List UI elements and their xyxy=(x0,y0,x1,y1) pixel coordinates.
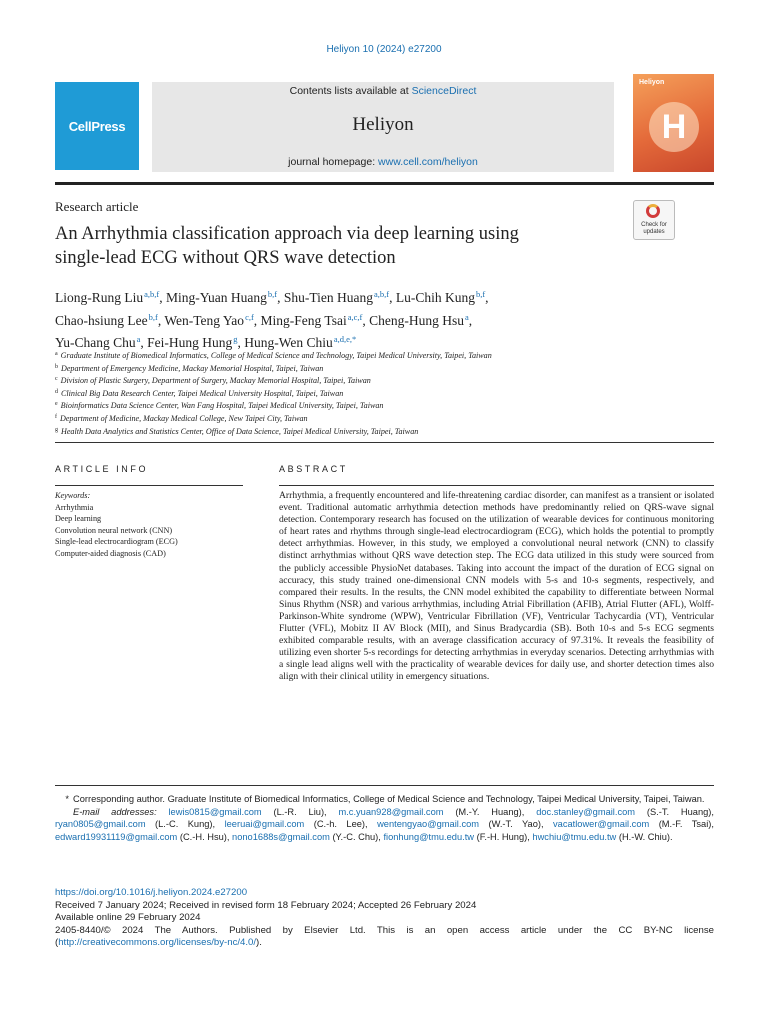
affiliation-item: $^f$ Department of Medicine, Mackay Medical College, New Taipei City, Taiwan xyxy=(55,413,308,423)
keyword-item: Single-lead electrocardiogram (ECG) xyxy=(55,537,178,547)
corresponding-author-footnote xyxy=(55,793,714,843)
available-online: Available online 29 February 2024 xyxy=(55,912,201,924)
email-link[interactable]: nono1688s@gmail.com xyxy=(232,831,330,842)
cellpress-logo-text: CellPress xyxy=(68,118,126,134)
journal-cover-image[interactable] xyxy=(633,74,714,172)
email-link[interactable]: fionhung@tmu.edu.tw xyxy=(383,831,475,842)
keyword-item: Deep learning xyxy=(55,514,102,524)
keyword-item: Arrhythmia xyxy=(55,502,94,512)
license-statement: 2405-8440/© 2024 The Authors. Published by Elsevier Ltd. This is an open access article under the CC BY-NC license (http://creativecommons.org/licenses/by-nc/4.0/). xyxy=(55,924,714,949)
affiliation-item: $^g$ Health Data Analytics and Statistics Center, Office of Data Science, Taipei Medical University, Taipei, Taiwan xyxy=(55,426,419,436)
author-name[interactable]: Hung-Wen Chiu xyxy=(244,335,333,350)
article-info-divider xyxy=(55,485,243,486)
author-name[interactable]: Lu-Chih Kung xyxy=(395,290,475,305)
email-link[interactable]: ryan0805@gmail.com xyxy=(55,819,146,830)
license-link[interactable]: http://creativecommons.org/licenses/by-nc/4.0/ xyxy=(58,937,257,949)
journal-reference[interactable]: Heliyon 10 (2024) e27200 xyxy=(326,44,442,55)
article-type: Research article xyxy=(55,199,139,214)
affiliation-divider xyxy=(55,442,714,443)
cover-letter: H xyxy=(661,108,687,146)
keywords-section xyxy=(55,490,245,560)
received-dates: Received 7 January 2024; Received in revised form 18 February 2024; Accepted 26 February 2024 xyxy=(55,899,477,911)
author-name[interactable]: Cheng-Hung Hsu xyxy=(369,312,464,328)
keyword-item: Computer-aided diagnosis (CAD) xyxy=(55,548,166,558)
doi-link[interactable]: https://doi.org/10.1016/j.heliyon.2024.e27200 xyxy=(55,887,248,898)
email-link[interactable]: lewis0815@gmail.com xyxy=(168,806,262,817)
author-name[interactable]: Shu-Tien Huang xyxy=(283,290,373,305)
author-affiliation[interactable]: b,f xyxy=(267,289,278,299)
author-name[interactable]: Fei-Hung Hung xyxy=(147,335,233,350)
email-link[interactable]: doc.stanley@gmail.com xyxy=(536,806,636,817)
email-link[interactable]: hwchiu@tmu.edu.tw xyxy=(532,831,617,842)
header-divider xyxy=(55,182,714,185)
check-updates-icon xyxy=(646,204,660,218)
author-line-1: Liong-Rung Liu$^{a,b,f}$, Ming-Yuan Huang$^{b,f}$, Shu-Tien Huang$^{a,b,f}$, Lu-Chih Kung$^{b,f}$, xyxy=(55,289,489,305)
author-affiliation[interactable]: b,f xyxy=(148,311,158,322)
affiliation-item: $^b$ Department of Emergency Medicine, Mackay Memorial Hospital, Taipei, Taiwan xyxy=(55,363,324,373)
affiliation-item: $^d$ Clinical Big Data Research Center, Taipei Medical University Hospital, Taipei, Taiwan xyxy=(55,388,344,398)
author-affiliation[interactable]: c,f xyxy=(245,311,254,322)
journal-masthead xyxy=(152,82,614,172)
author-list xyxy=(55,285,675,353)
author-name[interactable]: Ming-Yuan Huang xyxy=(165,290,267,305)
affiliation-item: $^e$ Bioinformatics Data Science Center, Wan Fang Hospital, Taipei Medical University, Taipei, Taiwan xyxy=(55,401,384,411)
publication-info xyxy=(55,887,714,950)
homepage-link[interactable]: www.cell.com/heliyon xyxy=(378,156,478,168)
keyword-item: Convolution neural network (CNN) xyxy=(55,525,173,535)
email-label: E-mail addresses: xyxy=(73,806,157,817)
title-line-2: single-lead ECG without QRS wave detection xyxy=(55,248,396,268)
author-affiliation[interactable]: a xyxy=(136,334,141,344)
affiliation-list xyxy=(55,349,695,437)
check-for-updates-badge[interactable] xyxy=(633,200,675,240)
homepage-line xyxy=(152,156,614,168)
affiliation-item: $^a$ Graduate Institute of Biomedical Informatics, College of Medical Science and Technology, Taipei Medical University, Taipei, Taiwan xyxy=(55,351,492,360)
author-affiliation[interactable]: a,b,f xyxy=(373,289,390,299)
article-title xyxy=(55,222,615,270)
footnote-divider xyxy=(55,785,714,786)
author-name[interactable]: Ming-Feng Tsai xyxy=(260,312,347,328)
author-name[interactable]: Wen-Teng Yao xyxy=(164,312,245,328)
author-affiliation[interactable]: g xyxy=(233,334,238,344)
email-link[interactable]: vacatlower@gmail.com xyxy=(553,819,650,830)
title-line-1: An Arrhythmia classification approach via deep learning using xyxy=(55,224,519,244)
email-list: E-mail addresses: lewis0815@gmail.com (L.-R. Liu), m.c.yuan928@gmail.com (M.-Y. Huang), doc.stanley@gmail.com (S.-T. Huang), ryan0805@gmail.com (L.-C. Kung), leeruai@gmail.com (C.-h. Lee), wentengyao@gmail.com (W.-T. Yao), vacatlower@gmail.com (M.-F. Tsai), edward19931119@gmail.com (C.-H. Hsu), nono1688s@gmail.com (Y.-C. Chu), fionhung@tmu.edu.tw (F.-H. Hung), hwchiu@tmu.edu.tw (H.-W. Chiu). xyxy=(55,806,714,842)
author-affiliation[interactable]: a,b,f xyxy=(144,289,160,299)
cellpress-logo[interactable] xyxy=(55,82,139,170)
contents-prefix: Contents lists available at xyxy=(289,85,412,97)
abstract-text: Arrhythmia, a frequently encountered and life-threatening cardiac disorder, can manifest as a transient or isolated event. Traditional automatic arrhythmia detection methods have predominantly relied on QRS-wave signal detection. Contemporary research has focused on the utilization of wearable devices for continuous monitoring of heart rates and rhythms through single-lead electrocardiogram (ECG), which holds the potential to promptly detect arrhythmias. However, in this study, we employed a convolutional neural network (CNN) to classify distinct arrhythmias without QRS wave detection step. The ECG data utilized in this study were sourced from the publicly accessible PhysioNet databases. Taking into account the impact of the duration of ECG signal on accuracy, this study trained one-dimensional CNN models with 5-s and 10-s segments, respectively, and compared their results. In the results, the CNN model exhibited the capability to differentiate between Normal Sinus Rhythm (NSR) and various arrhythmias, including Atrial Fibrillation (AFIB), Atrial Flutter (AFL), Wolff-Parkinson-White syndrome (WPW), Ventricular Fibrillation (VF), Ventricular Tachycardia (VT), Ventricular Flutter (VFL), Mobitz II AV Block (MII), and Sinus Bradycardia (SB). Both 10-s and 5-s ECG segments exhibited comparable results, with an average classification accuracy of 97.31%. It reveals the feasibility of utilizing even shorter 5-s recordings for detecting arrhythmias in everyday scenarios. Detecting arrhythmias with a single lead aligns well with the practicality of wearable devices for daily use, and shorter detection times also align with their clinical utility in emergency situations. xyxy=(279,490,714,683)
check-updates-label: Check for updates xyxy=(641,222,667,235)
article-info-heading: ARTICLE INFO xyxy=(55,464,149,474)
journal-name: Heliyon xyxy=(352,114,414,135)
sciencedirect-link[interactable]: ScienceDirect xyxy=(411,85,477,97)
author-line-2: Chao-hsiung Lee$^{b,f}$, Wen-Teng Yao$^{c,f}$, Ming-Feng Tsai$^{a,c,f}$, Cheng-Hung Hsu$^a$, xyxy=(55,311,473,328)
email-link[interactable]: edward19931119@gmail.com xyxy=(55,831,178,842)
affiliation-item: $^c$ Division of Plastic Surgery, Department of Surgery, Mackay Memorial Hospital, Taipei, Taiwan xyxy=(55,376,371,386)
author-affiliation[interactable]: b,f xyxy=(475,289,486,299)
abstract-heading: ABSTRACT xyxy=(279,464,348,474)
author-line-3: Yu-Chang Chu$^a$, Fei-Hung Hung$^g$, Hung-Wen Chiu$^{a,d,e,*}$ xyxy=(55,334,357,350)
cover-title: Heliyon xyxy=(639,79,665,86)
keywords-label: Keywords: xyxy=(55,491,91,500)
author-affiliation[interactable]: a,d,e,* xyxy=(333,334,357,344)
homepage-prefix: journal homepage: xyxy=(288,156,379,168)
email-link[interactable]: leeruai@gmail.com xyxy=(224,819,305,830)
corresponding-author-note: * Corresponding author. Graduate Institute of Biomedical Informatics, College of Medical Science and Technology, Taipei Medical University, Taipei, Taiwan. xyxy=(55,793,714,806)
author-affiliation[interactable]: a,c,f xyxy=(347,311,363,322)
author-name[interactable]: Liong-Rung Liu xyxy=(55,290,144,305)
email-link[interactable]: m.c.yuan928@gmail.com xyxy=(338,806,444,817)
footnote-star: * xyxy=(65,794,69,804)
contents-line xyxy=(152,85,614,97)
email-link[interactable]: wentengyao@gmail.com xyxy=(377,819,480,830)
abstract-divider xyxy=(279,485,714,486)
author-affiliation[interactable]: a xyxy=(465,311,469,322)
author-name[interactable]: Chao-hsiung Lee xyxy=(55,312,148,328)
author-name[interactable]: Yu-Chang Chu xyxy=(55,335,136,350)
